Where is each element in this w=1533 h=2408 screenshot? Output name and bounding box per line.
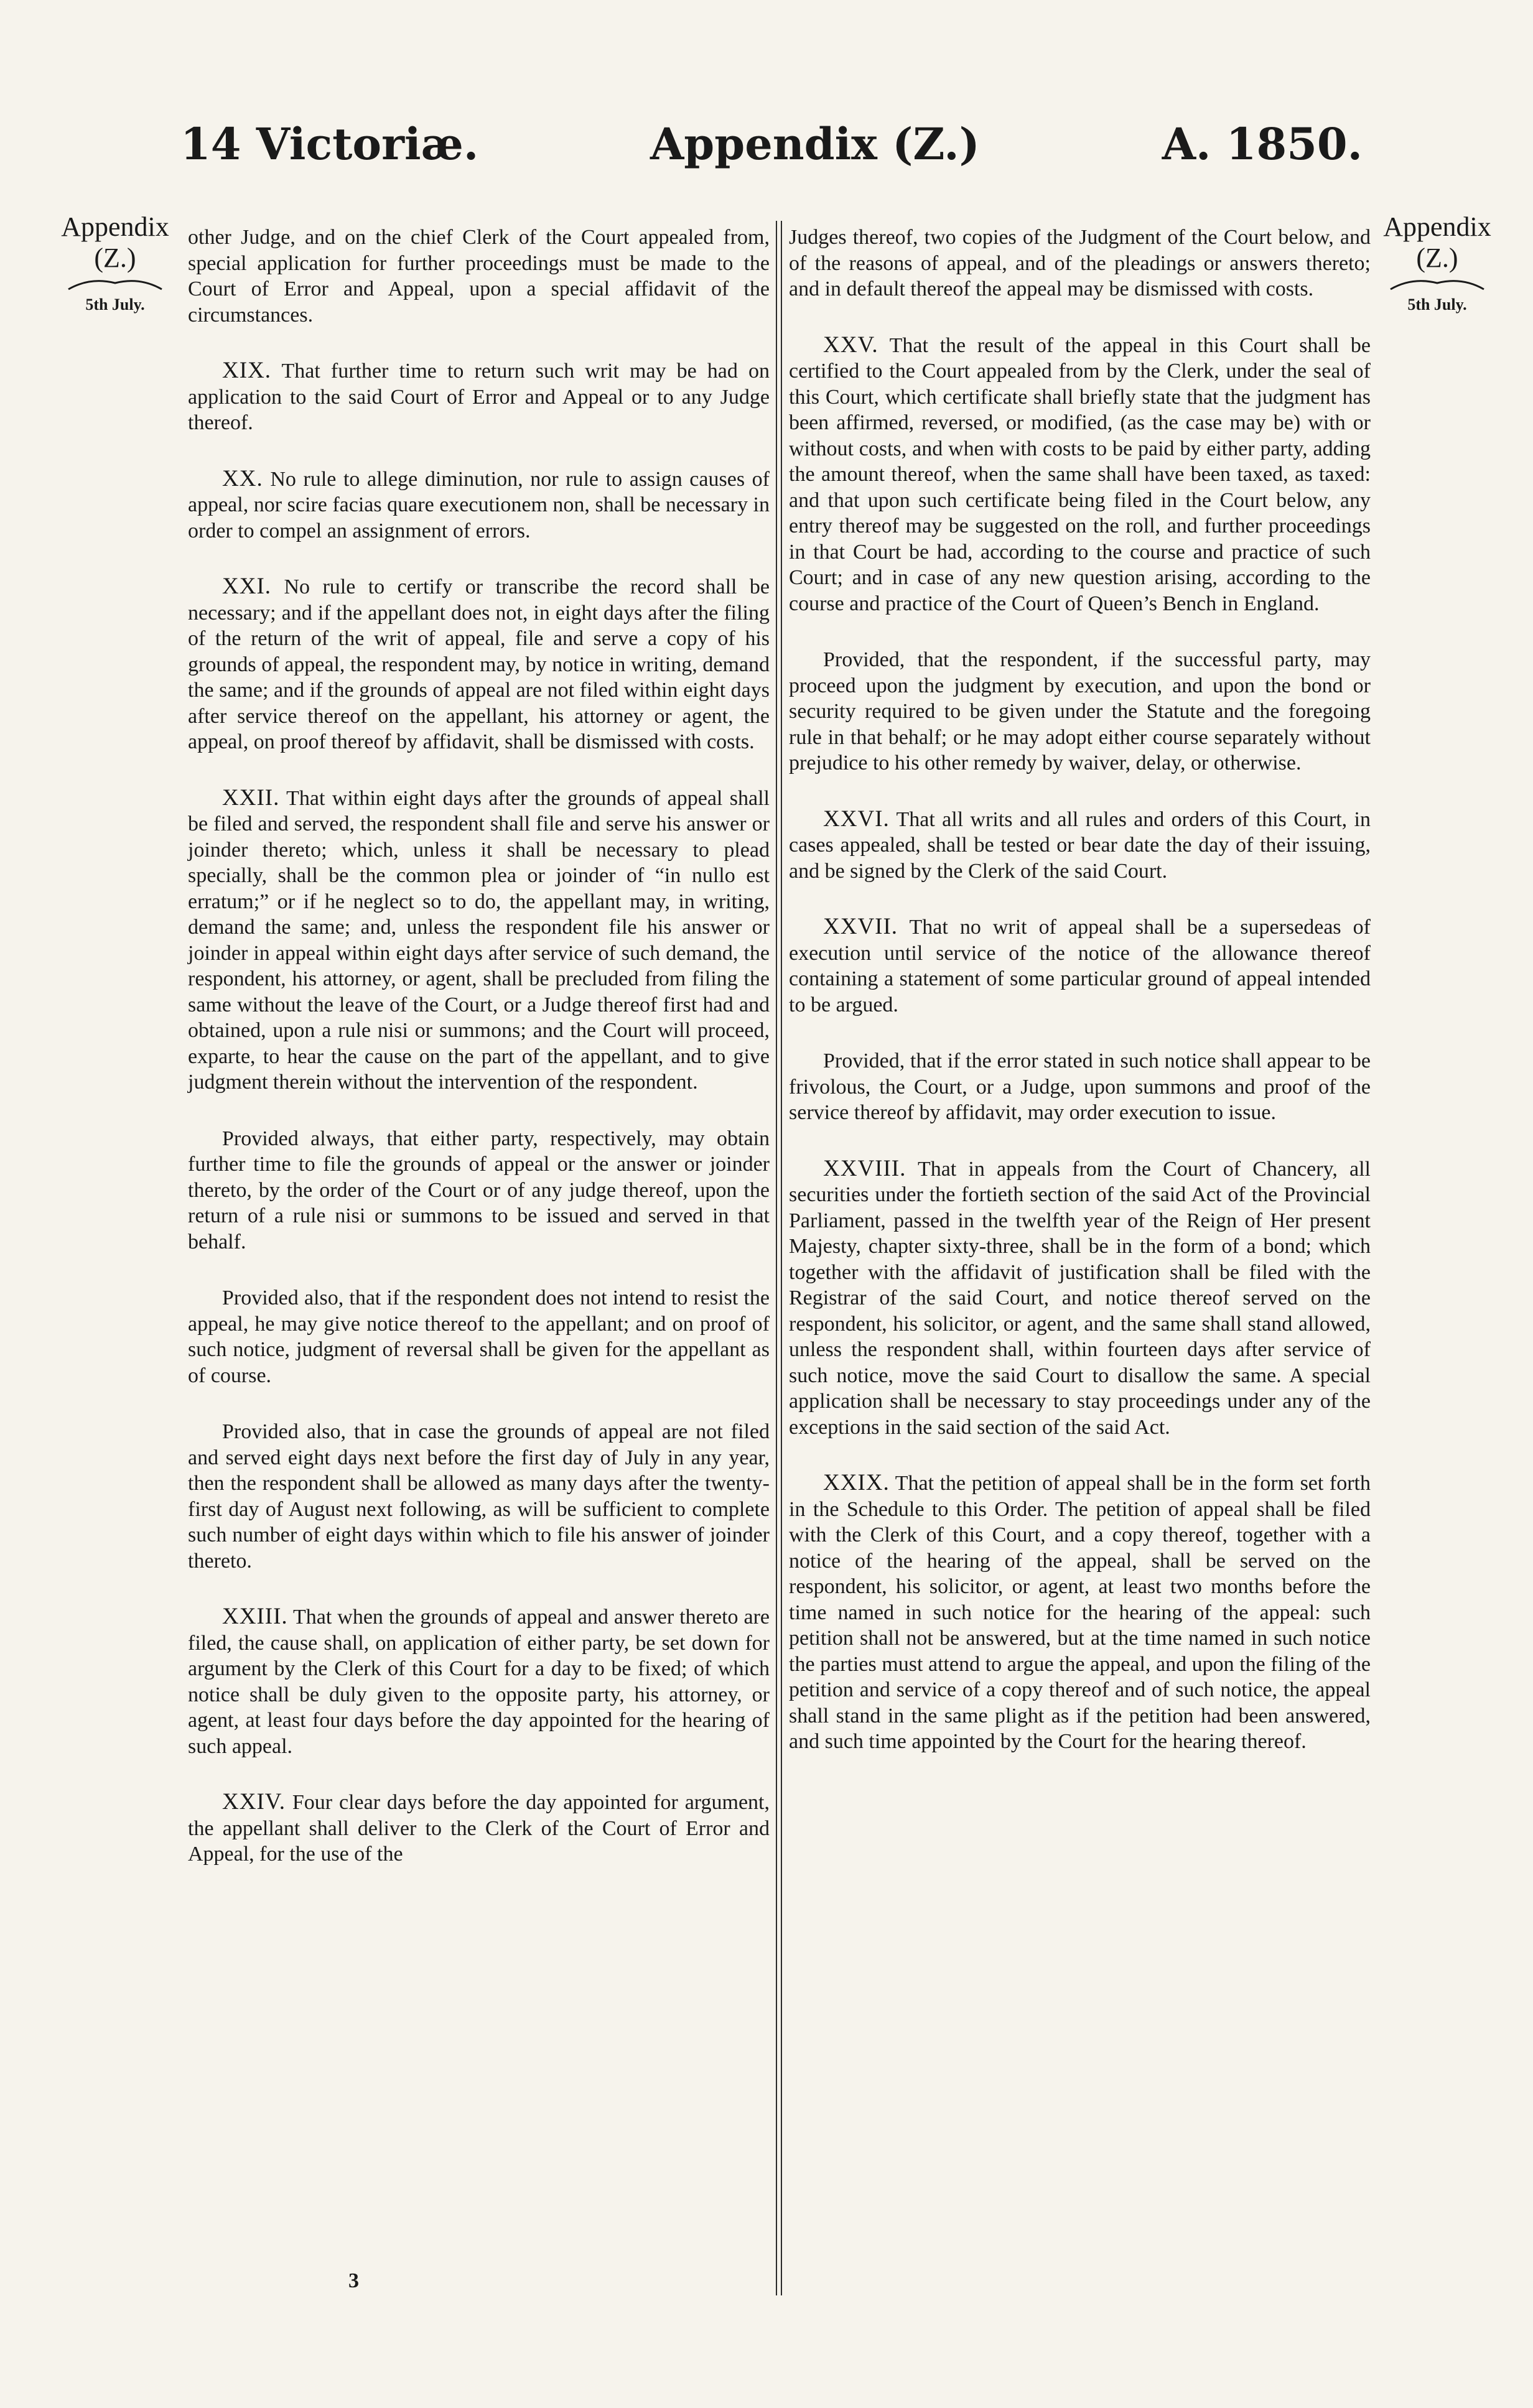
column-divider [776,221,782,2295]
paragraph: Provided always, that either party, respectively, may obtain further time to file the grounds of appeal or the answer or joinder thereto, by the order of the Court or of any judge thereof, upon the return of a rule nisi or summons to be issued and served in that behalf. [188,1127,770,1253]
paragraph: Provided also, that if the respondent does not intend to resist the appeal, he may give notice thereof to the appellant; and on proof of such notice, judgment of reversal shall be given for the appellant as of course. [188,1286,770,1387]
section-number: XXI. [222,574,272,599]
header-year: A. 1850. [1162,118,1363,170]
section-number: XIX. [222,358,272,383]
section-number: XXII. [222,784,280,811]
paragraph: Judges thereof, two copies of the Judgment of the Court below, and of the reasons of appeal, and of the pleadings or answers thereto; and in default thereof the appeal may be dismissed with costs. [789,226,1371,300]
margin-z-right: (Z.) [1416,243,1458,273]
paragraph: other Judge, and on the chief Clerk of the Court appealed from, special application for further proceedings must be made to the Court of Error and Appeal, upon a special affidavit of the circumstances. [188,226,770,327]
section-number: XXIV. [222,1789,286,1815]
margin-title-right: Appendix [1383,212,1491,242]
section-number: XXVIII. [823,1155,906,1181]
section-number: XXVI. [823,806,890,832]
brace-ornament-icon [1387,274,1487,292]
margin-date-left: 5th July. [85,295,145,314]
paragraph: XX. No rule to allege diminution, nor rule to assign causes of appeal, nor scire facias quare executionem non, shall be necessary in order to compel an assignment of errors. [188,465,770,542]
section-number: XX. [222,465,263,491]
brace-ornament-icon [65,274,165,292]
margin-title-left: Appendix [61,212,169,242]
paragraph: XXVI. That all writs and all rules and orders of this Court, in cases appealed, shall be tested or bear date the day of their issuing, and be signed by the Clerk of the said Court. [789,806,1371,883]
paragraph: XXIII. That when the grounds of appeal and answer thereto are filed, the cause shall, on application of either party, be set down for argument by the Clerk of this Court for a day to be fixed; of which notice shall be duly given to the opposite party, his attorney, or agent, at least four days before the day appointed for the hearing of such appeal. [188,1604,770,1758]
paragraph: XXI. No rule to certify or transcribe the record shall be necessary; and if the appellant does not, in eight days after the filing of the return of the writ of appeal, file and serve a copy of his grounds of appeal, the respondent may, by notice in writing, demand the same; and if the grounds of appeal are not filed within eight days after service thereof on the appellant, his attorney or agent, the appeal, on proof thereof by affidavit, shall be dismissed with costs. [188,574,770,753]
paragraph: XXII. That within eight days after the grounds of appeal shall be filed and served, the respondent shall file and serve his answer or joinder thereto; which, unless it shall be necessary to plead specially, shall be the common plea or joinder of “in nullo est erratum;” or if he neglect so to do, the appellant may, in writing, demand the same; and, unless the respondent file his answer or joinder in appeal within eight days after service of such demand, the respondent, his attorney, or agent, shall be precluded from filing the same without the leave of the Court, or a Judge thereof first had and obtained, upon a rule nisi or summons; and the Court will proceed, exparte, to hear the cause on the part of the appellant, and to give judgment therein without the intervention of the respondent. [188,784,770,1094]
section-number: XXV. [823,332,878,358]
paragraph: Provided, that if the error stated in such notice shall appear to be frivolous, the Court, or a Judge, upon summons and proof of the service thereof by affidavit, may order execution to issue. [789,1049,1371,1124]
right-column [789,224,1371,1785]
header-reign: 14 Victoriæ. [180,118,479,170]
paragraph: XIX. That further time to return such writ may be had on application to the said Court of Error and Appeal or to any Judge thereof. [188,358,770,434]
paragraph: XXVII. That no writ of appeal shall be a supersedeas of execution until service of the notice of the allowance thereof containing a statement of some particular ground of appeal intended to be argued. [789,914,1371,1016]
margin-note-right [1369,212,1506,314]
header-appendix: Appendix (Z.) [650,118,980,170]
paragraph: Provided also, that in case the grounds of appeal are not filed and served eight days next before the first day of July in any year, then the respondent shall be allowed as many days after the twenty-first day of August next following, as will be sufficient to complete such number of eight days within which to file his answer of joinder thereto. [188,1420,770,1573]
signature-mark: 3 [348,2269,359,2292]
paragraph: XXVIII. That in appeals from the Court of Chancery, all securities under the fortieth section of the said Act of the Provincial Parliament, passed in the twelfth year of the Reign of Her present Majesty, chapter sixty-three, shall be in the form of a bond; which together with the affidavit of justification shall be filed with the Registrar of the said Court, and notice thereof served on the respondent, his solicitor, or agent, and the same shall stand allowed, unless the respondent shall, within fourteen days after service of such notice, move the said Court to disallow the same. A special application shall be necessary to stay proceedings under any of the exceptions in the said section of the said Act. [789,1155,1371,1439]
section-number: XXIII. [222,1604,288,1629]
left-column [188,224,770,1897]
section-number: XXIX. [823,1470,890,1495]
paragraph: XXIX. That the petition of appeal shall be in the form set forth in the Schedule to this Order. The petition of appeal shall be filed with the Clerk of this Court, and a copy thereof, together with a notice of the hearing of the appeal, shall be served on the respondent, his solicitor, or agent, at least two months before the time named in such notice for the hearing of the appeal: such petition shall not be answered, but at the time named in such notice the parties must attend to argue the appeal, and upon the filing of the petition and service of a copy thereof and of such notice, the appeal shall stand in the same plight as if the petition had been answered, and such time appointed by the Court for the hearing thereof. [789,1470,1371,1753]
margin-date-right: 5th July. [1407,295,1467,314]
paragraph: Provided, that the respondent, if the successful party, may proceed upon the judgment by execution, and upon the bond or security required to be given under the Statute and the foregoing rule in that behalf; or he may adopt either course separately without prejudice to his other remedy by waiver, delay, or otherwise. [789,648,1371,774]
paragraph: XXIV. Four clear days before the day appointed for argument, the appellant shall deliver to the Clerk of the Court of Error and Appeal, for the use of the [188,1789,770,1866]
margin-z-left: (Z.) [94,243,136,273]
page-header [180,118,1363,187]
margin-note-left [47,212,184,314]
paragraph: XXV. That the result of the appeal in this Court shall be certified to the Court appealed from by the Clerk, under the seal of this Court, which certificate shall briefly state that the judgment has been affirmed, reversed, or modified, (as the case may be) with or without costs, and when with costs to be paid by either party, adding the amount thereof, when the same shall have been taxed, as taxed: and that upon such certificate being filed in the Court below, any entry thereof may be suggested on the roll, and further proceedings in that Court be had, according to the course and practice of such Court; and in case of any new question arising, according to the course and practice of the Court of Queen’s Bench in England. [789,332,1371,615]
section-number: XXVII. [823,914,898,939]
